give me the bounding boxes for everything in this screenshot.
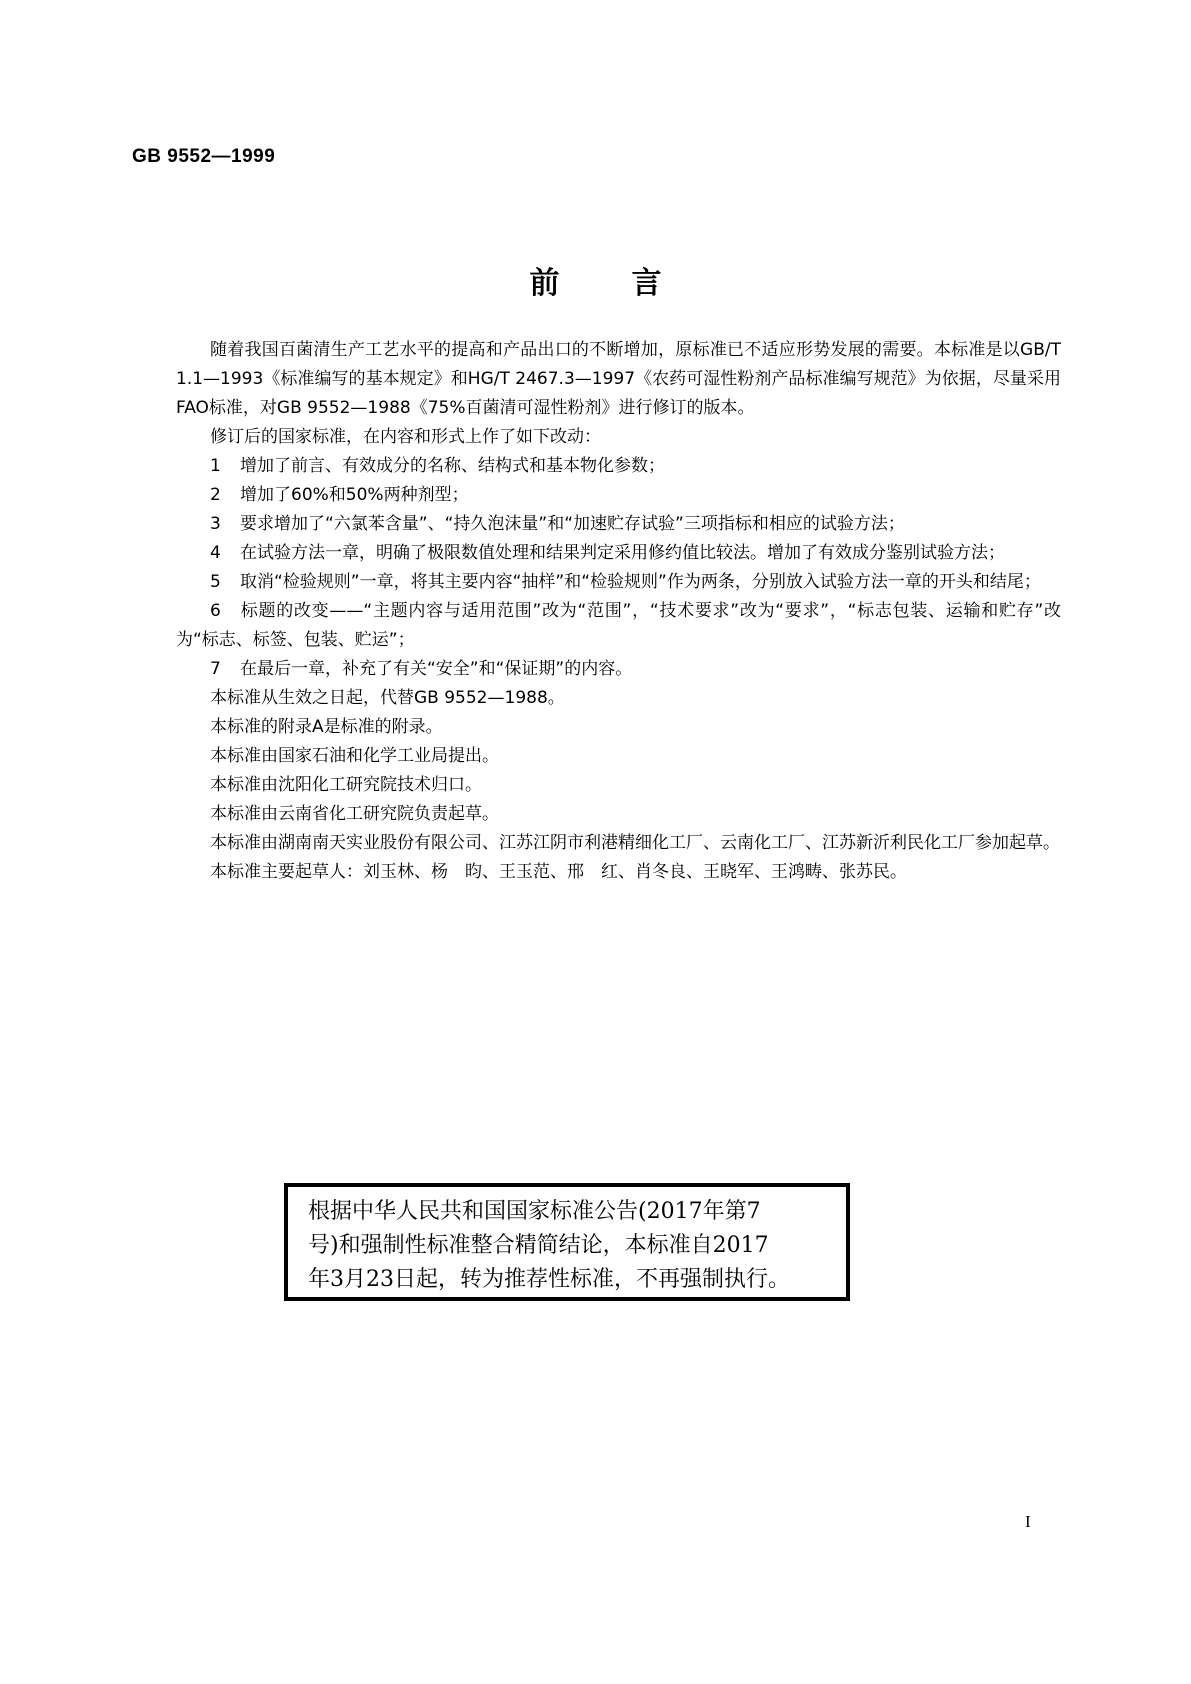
list-item-number: 2 [210,485,221,505]
list-item: 3 要求增加了“六氯苯含量”、“持久泡沫量”和“加速贮存试验”三项指标和相应的试验方法； [176,510,1061,539]
list-item: 1 增加了前言、有效成分的名称、结构式和基本物化参数； [176,452,1061,481]
foreword-body [176,336,1061,887]
paragraph: 随着我国百菌清生产工艺水平的提高和产品出口的不断增加，原标准已不适应形势发展的需要。本标准是以GB/T 1.1—1993《标准编写的基本规定》和HG/T 2467.3—1997《农药可湿性粉剂产品标准编写规范》为依据，尽量采用FAO标准，对GB 9552—1988《75%百菌清可湿性粉剂》进行修订的版本。 [176,340,1061,418]
list-item-number: 7 [210,659,221,679]
page-title: 前言 [529,266,734,301]
notice-box [284,1183,850,1301]
list-item-number: 1 [210,456,221,476]
notice-line: 号)和强制性标准整合精简结论，本标准自2017 [308,1233,769,1258]
list-item: 4 在试验方法一章，明确了极限数值处理和结果判定采用修约值比较法。增加了有效成分鉴别试验方法； [176,539,1061,568]
list-item: 2 增加了60%和50%两种剂型； [176,481,1061,510]
notice-line: 年3月23日起，转为推荐性标准，不再强制执行。 [308,1267,790,1292]
list-item-number: 3 [210,514,221,534]
paragraph: 本标准主要起草人：刘玉林、杨 昀、王玉范、邢 红、肖冬良、王晓军、王鸿畴、张苏民。 [210,862,907,882]
paragraph: 本标准从生效之日起，代替GB 9552—1988。 [210,688,565,708]
standard-code: GB 9552—1999 [132,146,276,167]
paragraph: 本标准的附录A是标准的附录。 [210,717,443,737]
notice-line: 根据中华人民共和国国家标准公告(2017年第7 [308,1199,761,1224]
paragraph: 本标准由国家石油和化学工业局提出。 [210,746,499,766]
paragraph: 修订后的国家标准，在内容和形式上作了如下改动： [210,427,601,447]
paragraph: 本标准由湖南南天实业股份有限公司、江苏江阴市利港精细化工厂、云南化工厂、江苏新沂利民化工厂参加起草。 [210,833,1060,853]
list-item: 7 在最后一章，补充了有关“安全”和“保证期”的内容。 [176,655,1061,684]
paragraph: 本标准由云南省化工研究院负责起草。 [210,804,499,824]
list-item-number: 4 [210,543,221,563]
list-item: 6 标题的改变——“主题内容与适用范围”改为“范围”，“技术要求”改为“要求”，“标志包装、运输和贮存”改为“标志、标签、包装、贮运”； [176,597,1061,655]
paragraph: 本标准由沈阳化工研究院技术归口。 [210,775,482,795]
list-item-number: 6 [210,601,221,621]
list-item: 5 取消“检验规则”一章，将其主要内容“抽样”和“检验规则”作为两条，分别放入试验方法一章的开头和结尾； [176,568,1061,597]
list-item-number: 5 [210,572,221,592]
page-number: I [1025,1512,1031,1531]
